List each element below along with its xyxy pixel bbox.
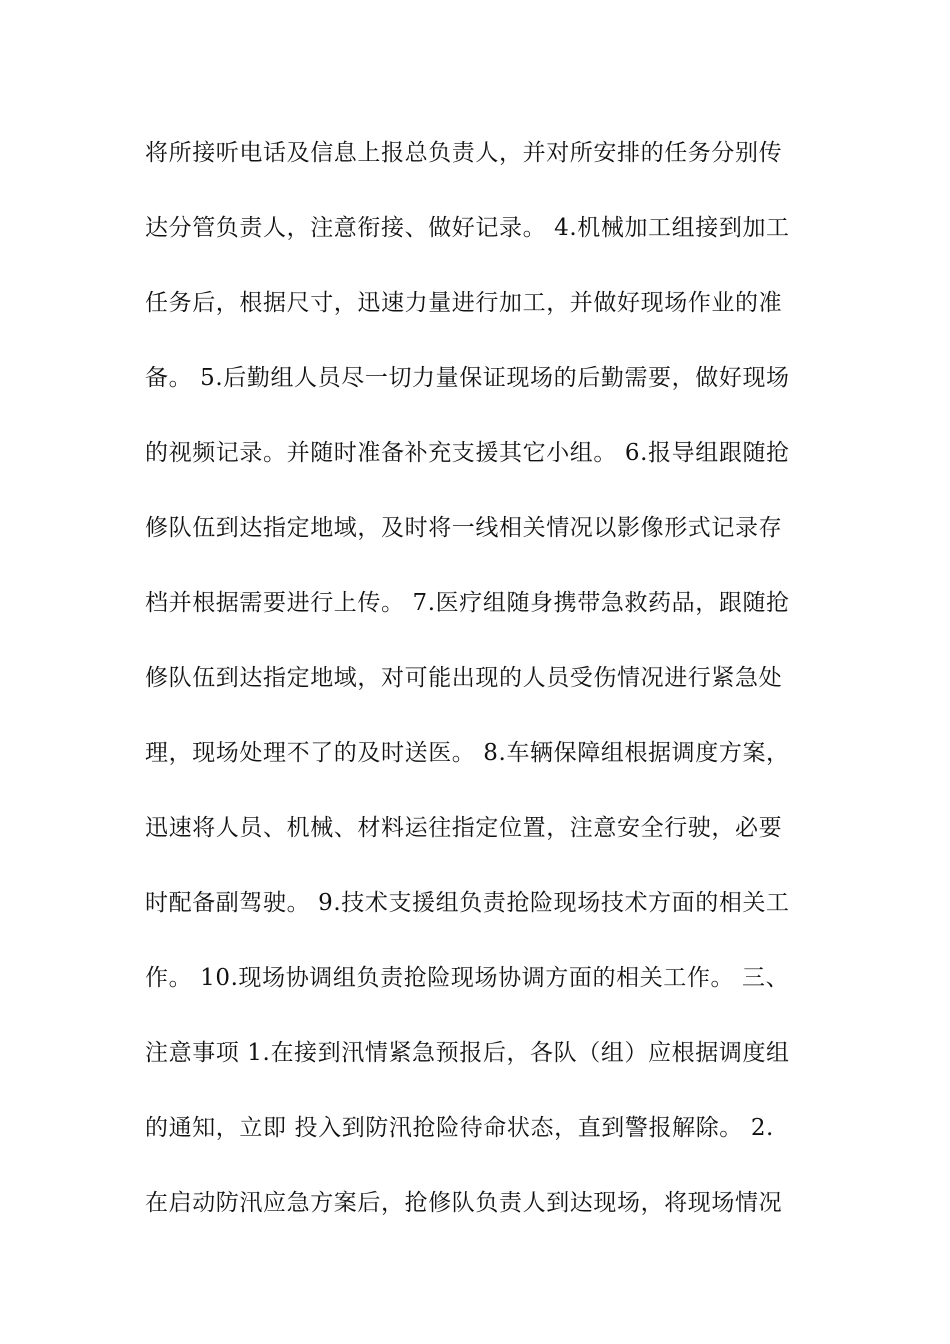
text-line: 将所接听电话及信息上报总负责人，并对所安排的任务分别传 (145, 140, 783, 166)
text-line: 达分管负责人，注意衔接、做好记录。 4.机械加工组接到加工 (145, 215, 790, 241)
text-line: 备。 5.后勤组人员尽一切力量保证现场的后勤需要，做好现场 (145, 365, 790, 391)
text-line: 档并根据需要进行上传。 7.医疗组随身携带急救药品，跟随抢 (145, 590, 790, 616)
text-line: 作。 10.现场协调组负责抢险现场协调方面的相关工作。 三、 (145, 965, 790, 991)
text-line: 时配备副驾驶。 9.技术支援组负责抢险现场技术方面的相关工 (145, 890, 790, 916)
text-line: 修队伍到达指定地域，对可能出现的人员受伤情况进行紧急处 (145, 665, 783, 691)
text-line: 的通知，立即 投入到防汛抢险待命状态，直到警报解除。 2. (145, 1115, 774, 1141)
text-line: 迅速将人员、机械、材料运往指定位置，注意安全行驶，必要 (145, 815, 783, 841)
text-line: 在启动防汛应急方案后，抢修队负责人到达现场，将现场情况 (145, 1190, 783, 1216)
text-line: 的视频记录。并随时准备补充支援其它小组。 6.报导组跟随抢 (145, 440, 790, 466)
body-text (145, 130, 845, 1255)
text-line: 任务后，根据尺寸，迅速力量进行加工，并做好现场作业的准 (145, 290, 783, 316)
text-line: 修队伍到达指定地域，及时将一线相关情况以影像形式记录存 (145, 515, 783, 541)
text-line: 注意事项 1.在接到汛情紧急预报后，各队（组）应根据调度组 (145, 1040, 790, 1066)
text-line: 理，现场处理不了的及时送医。 8.车辆保障组根据调度方案， (145, 740, 790, 766)
